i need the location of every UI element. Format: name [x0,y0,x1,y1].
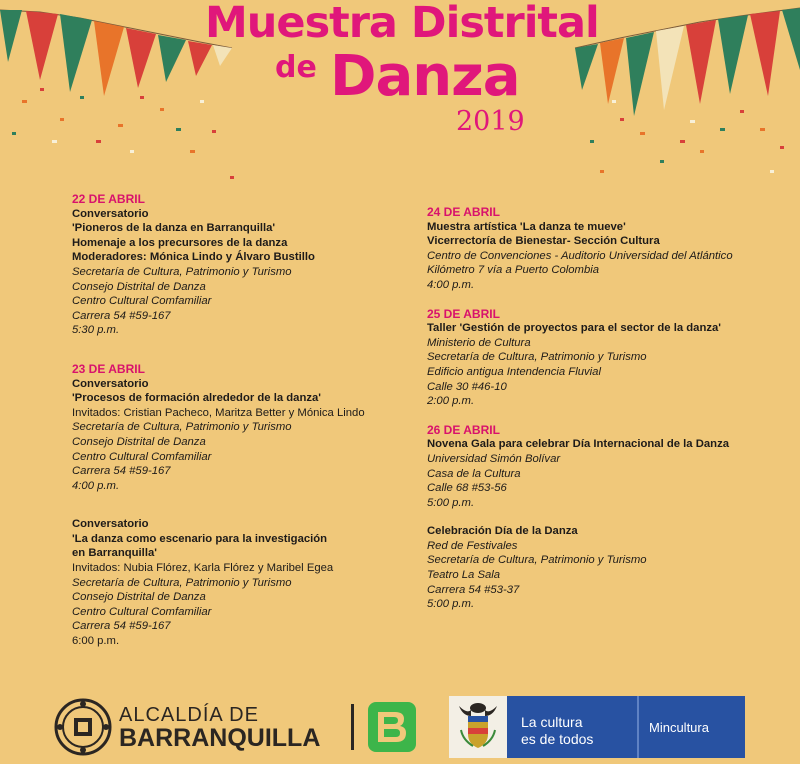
cultura-line2: es de todos [521,731,594,747]
mincultura-label: Mincultura [649,720,709,735]
event-line: Novena Gala para celebrar Día Internacional de la Danza [427,438,729,451]
barranquilla-seal-icon [54,698,112,756]
event-line: Taller 'Gestión de proyectos para el sector de la danza' [427,322,721,335]
event-date: 25 DE ABRIL [427,306,500,321]
event-line: Red de Festivales [427,539,518,552]
event-line: Invitados: Cristian Pacheco, Maritza Better y Mónica Lindo [72,406,365,419]
event-line: 5:00 p.m. [427,598,475,611]
event-date: 22 DE ABRIL [72,192,145,206]
event-line: Homenaje a los precursores de la danza [72,236,288,249]
event-line: Kilómetro 7 vía a Puerto Colombia [427,264,600,277]
banner-divider [637,696,639,758]
event-line: Secretaría de Cultura, Patrimonio y Turismo [427,351,647,364]
event-block [72,517,412,648]
event-line: Consejo Distrital de Danza [72,280,206,293]
alcaldia-line2: BARRANQUILLA [119,724,321,752]
schedule-left-column [72,192,412,663]
event-line: 5:00 p.m. [427,496,475,509]
event-line: Conversatorio [72,377,149,390]
event-line: Carrera 54 #59-167 [72,309,171,322]
event-line: en Barranquilla' [72,547,157,560]
event-line: Secretaría de Cultura, Patrimonio y Turismo [427,554,647,567]
event-line: Conversatorio [72,518,149,531]
event-line: Secretaría de Cultura, Patrimonio y Turismo [72,576,292,589]
alcaldia-line1: ALCALDÍA DE [119,704,259,726]
event-line: 6:00 p.m. [72,635,120,648]
event-line: Centro de Convenciones - Auditorio Universidad del Atlántico [427,249,733,262]
event-block [427,307,787,409]
event-line: Invitados: Nubia Flórez, Karla Flórez y Maribel Egea [72,562,334,575]
event-title [0,0,800,150]
schedule-right-column [427,205,787,626]
event-line: Conversatorio [72,207,149,220]
logo-separator [351,704,354,750]
title-year: 2019 [456,106,525,137]
title-de: de [275,50,317,85]
event-line: Secretaría de Cultura, Patrimonio y Turismo [72,421,292,434]
event-line: Carrera 54 #53-37 [427,583,520,596]
event-block [427,423,787,511]
event-line: Calle 30 #46-10 [427,380,507,393]
event-line: Centro Cultural Comfamiliar [72,605,212,618]
event-line: 2:00 p.m. [427,395,475,408]
event-line: 4:00 p.m. [427,278,475,291]
event-date: 23 DE ABRIL [72,361,145,376]
event-line: Ministerio de Cultura [427,336,531,349]
event-line: Carrera 54 #59-167 [72,620,171,633]
event-line: Muestra artística 'La danza te mueve' [427,220,626,233]
event-line: 5:30 p.m. [72,324,120,337]
event-line: Calle 68 #53-56 [427,482,507,495]
event-line: 'La danza como escenario para la investigación [72,532,328,545]
title-line1: Muestra Distrital [205,0,599,48]
event-block [72,192,412,338]
event-line: Centro Cultural Comfamiliar [72,450,212,463]
event-line: Edificio antigua Intendencia Fluvial [427,365,601,378]
event-block [427,524,787,612]
event-line: Casa de la Cultura [427,467,521,480]
event-date: 26 DE ABRIL [427,422,500,437]
event-date: 24 DE ABRIL [427,205,500,219]
event-line: Carrera 54 #59-167 [72,465,171,478]
event-block [427,205,787,293]
cultura-line1: La cultura [521,714,583,730]
footer-logos [0,690,800,764]
event-line: Secretaría de Cultura, Patrimonio y Turismo [72,265,292,278]
event-line: Celebración Día de la Danza [427,525,578,538]
event-line: Universidad Simón Bolívar [427,452,561,465]
event-line: 'Pioneros de la danza en Barranquilla' [72,222,276,235]
event-line: 4:00 p.m. [72,479,120,492]
event-block [72,362,412,493]
event-line: Centro Cultural Comfamiliar [72,295,212,308]
event-line: Vicerrectoría de Bienestar- Sección Cultura [427,235,660,248]
title-danza: Danza [330,44,520,109]
barranquilla-b-logo-icon [368,702,416,752]
colombia-coat-of-arms-icon [455,700,501,754]
event-line: Moderadores: Mónica Lindo y Álvaro Bustillo [72,251,315,264]
event-line: Teatro La Sala [427,569,501,582]
event-line: Consejo Distrital de Danza [72,435,206,448]
event-line: Consejo Distrital de Danza [72,591,206,604]
event-line: 'Procesos de formación alrededor de la danza' [72,392,321,405]
